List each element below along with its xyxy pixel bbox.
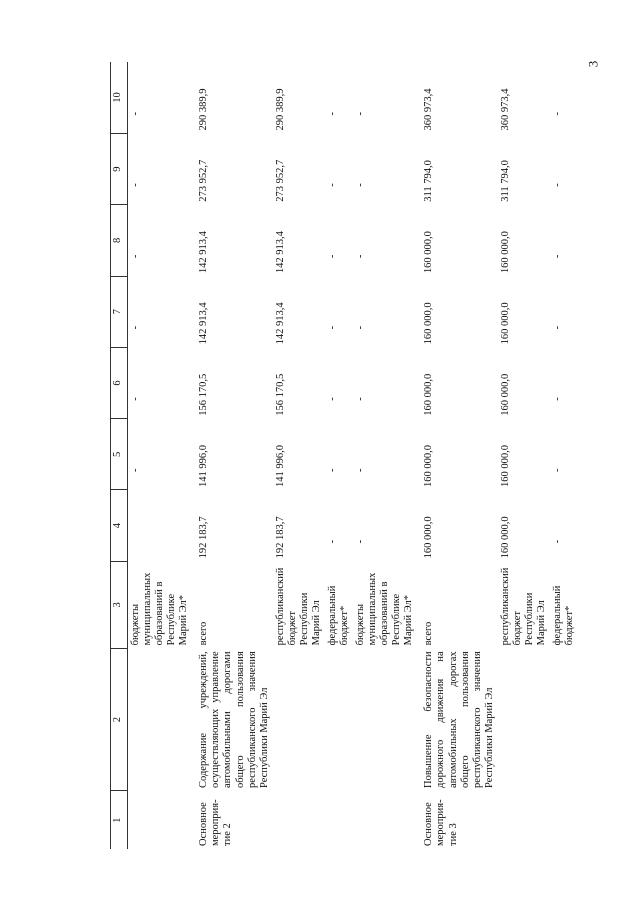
funding-source: федеральный бюджет* xyxy=(326,585,350,646)
event-description xyxy=(353,648,417,791)
funding-source: федеральный бюджет* xyxy=(552,585,576,646)
table-rotated-content xyxy=(110,62,598,849)
value-col-5: - xyxy=(326,468,338,472)
value-col-4: - xyxy=(552,539,563,544)
value-col-5: 141 996,0 xyxy=(198,445,210,487)
event-label xyxy=(273,791,325,849)
value-col-7: - xyxy=(355,325,367,330)
funding-source: республиканский бюджет Республики Марий Эл xyxy=(274,567,322,646)
table-rotation-frame xyxy=(110,62,598,849)
value-col-4: 192 183,7 xyxy=(274,516,286,559)
value-col-5: - xyxy=(355,468,367,472)
event-description xyxy=(128,648,193,791)
table-row xyxy=(325,62,353,849)
value-col-6: - xyxy=(130,397,141,401)
value-col-7: 160 000,0 xyxy=(499,302,511,345)
column-header: 8 xyxy=(111,205,128,276)
value-col-9: - xyxy=(326,183,338,187)
event-description xyxy=(498,648,550,791)
column-header: 6 xyxy=(111,347,128,418)
event-description xyxy=(325,648,353,791)
value-col-6: 156 170,5 xyxy=(274,373,286,416)
event-label xyxy=(550,791,578,849)
column-header: 2 xyxy=(111,648,128,791)
value-col-10: - xyxy=(326,111,338,116)
value-col-8: - xyxy=(355,254,367,259)
value-col-10: - xyxy=(130,111,141,116)
funding-source: всего xyxy=(423,621,435,646)
value-col-4: 160 000,0 xyxy=(423,516,435,559)
value-col-4: 160 000,0 xyxy=(499,516,511,559)
table-body xyxy=(128,62,579,849)
value-col-8: 142 913,4 xyxy=(274,231,286,274)
value-col-10: 290 389,9 xyxy=(198,88,210,131)
table-row xyxy=(128,62,193,849)
value-col-10: - xyxy=(552,111,563,116)
value-col-10: - xyxy=(355,111,367,116)
value-col-4: - xyxy=(355,539,367,544)
funding-source: республиканский бюджет Республики Марий Эл xyxy=(499,567,547,646)
column-header: 10 xyxy=(111,62,128,133)
event-description xyxy=(273,648,325,791)
value-col-4 xyxy=(128,490,193,561)
event-description: Содержание учреждений, осуществляющих управление автомобильными дорогами общего пользования республиканского значения Республики Марий Эл xyxy=(198,651,270,788)
value-col-7: - xyxy=(326,325,338,330)
value-col-8: 160 000,0 xyxy=(499,231,511,274)
value-col-5: 160 000,0 xyxy=(423,445,435,487)
value-col-9: 273 952,7 xyxy=(274,159,286,202)
value-col-5: 160 000,0 xyxy=(499,445,511,487)
value-col-7: 142 913,4 xyxy=(274,302,286,345)
table-row xyxy=(192,62,272,849)
event-label: Основное мероприя-тие 2 xyxy=(198,799,234,846)
page-number: 3 xyxy=(585,60,601,68)
table-row xyxy=(498,62,550,849)
funding-source: бюджеты муниципальных образований в Республике Марий Эл* xyxy=(130,572,190,646)
column-header: 3 xyxy=(111,561,128,648)
value-col-6: 160 000,0 xyxy=(423,373,435,416)
event-label xyxy=(353,791,417,849)
event-description xyxy=(550,648,578,791)
funding-source: всего xyxy=(198,621,210,646)
event-label: Основное мероприя-тие 3 xyxy=(423,799,459,846)
value-col-9: - xyxy=(552,183,563,187)
value-col-8: - xyxy=(552,254,563,259)
column-header: 4 xyxy=(111,490,128,561)
value-col-6: 156 170,5 xyxy=(198,373,210,416)
value-col-5: - xyxy=(130,468,141,472)
value-col-6: - xyxy=(326,397,338,401)
value-col-8: 160 000,0 xyxy=(423,231,435,274)
value-col-9: - xyxy=(355,183,367,187)
event-label xyxy=(128,791,193,849)
table-row xyxy=(353,62,417,849)
value-col-5: - xyxy=(552,468,563,472)
value-col-7: - xyxy=(552,325,563,330)
value-col-4: 192 183,7 xyxy=(198,516,210,559)
value-col-9: 273 952,7 xyxy=(198,159,210,202)
value-col-7: 160 000,0 xyxy=(423,302,435,345)
table-row xyxy=(550,62,578,849)
value-col-9: 311 794,0 xyxy=(423,160,435,202)
value-col-10: 360 973,4 xyxy=(423,88,435,131)
table-row xyxy=(417,62,497,849)
column-header: 1 xyxy=(111,791,128,849)
value-col-6: 160 000,0 xyxy=(499,373,511,416)
funding-source: бюджеты муниципальных образований в Республике Марий Эл* xyxy=(355,572,415,646)
event-label xyxy=(325,791,353,849)
value-col-8: - xyxy=(326,254,338,259)
event-description: Повышение безопасности дорожного движения на автомобильных дорогах общего пользования республиканского значения Республики Марий Эл xyxy=(423,651,495,788)
value-col-6: - xyxy=(355,397,367,401)
table-row xyxy=(273,62,325,849)
table-header-row xyxy=(111,62,128,849)
value-col-10: 290 389,9 xyxy=(274,88,286,131)
value-col-8: 142 913,4 xyxy=(198,231,210,274)
value-col-10: 360 973,4 xyxy=(499,88,511,131)
value-col-9: 311 794,0 xyxy=(499,160,511,202)
value-col-6: - xyxy=(552,397,563,401)
column-header: 5 xyxy=(111,419,128,490)
event-label xyxy=(498,791,550,849)
value-col-7: - xyxy=(130,325,141,330)
value-col-8: - xyxy=(130,254,141,259)
value-col-9: - xyxy=(130,183,141,187)
column-header: 7 xyxy=(111,276,128,347)
value-col-7: 142 913,4 xyxy=(198,302,210,345)
budget-table xyxy=(110,62,578,849)
value-col-4: - xyxy=(326,539,338,544)
column-header: 9 xyxy=(111,133,128,204)
value-col-5: 141 996,0 xyxy=(274,445,286,487)
